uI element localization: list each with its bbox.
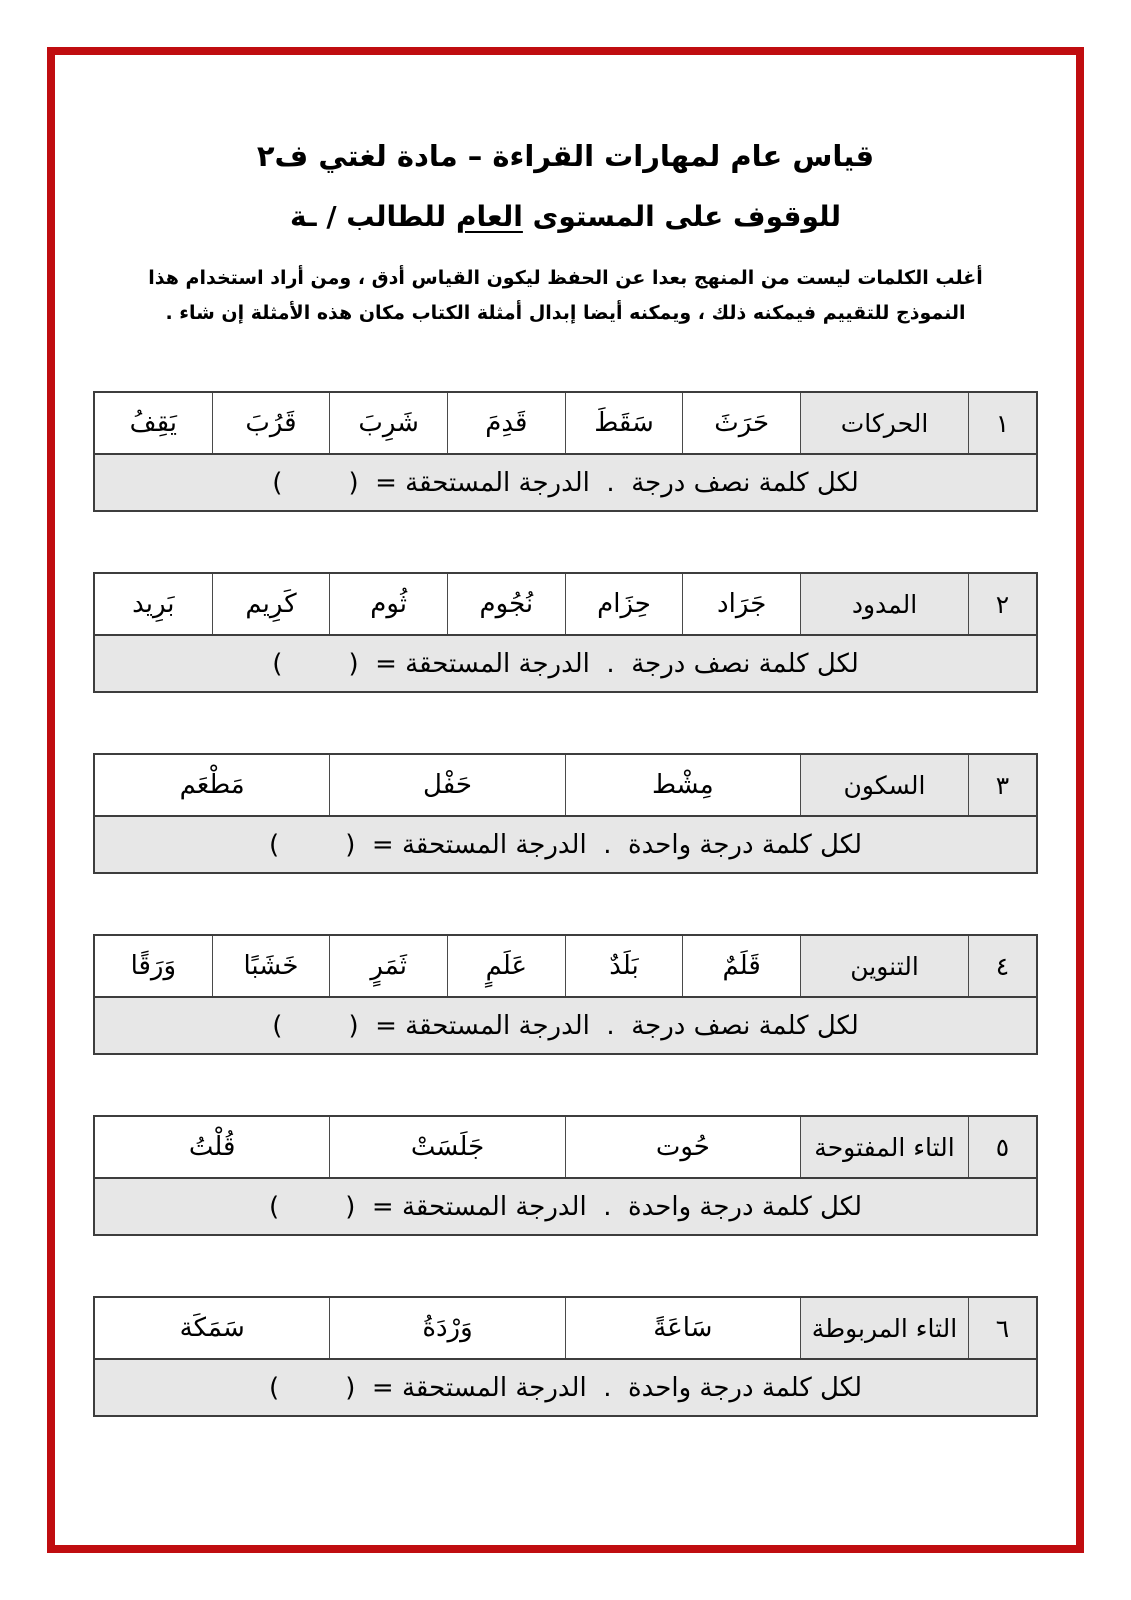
word-cell: وَرْدَةُ — [330, 1298, 565, 1358]
word-row — [93, 1296, 1038, 1360]
word-cell: قَلَمٌ — [683, 936, 801, 996]
section-number: ٤ — [969, 936, 1036, 996]
category-label: التنوين — [801, 936, 969, 996]
word-row — [93, 391, 1038, 455]
category-label: السكون — [801, 755, 969, 815]
word-cell: شَرِبَ — [330, 393, 448, 453]
section-number: ٢ — [969, 574, 1036, 634]
word-row — [93, 753, 1038, 817]
assessment-tables — [93, 391, 1038, 1417]
section-number: ٦ — [969, 1298, 1036, 1358]
word-cell: مَطْعَم — [95, 755, 330, 815]
word-cell: مِشْط — [566, 755, 801, 815]
word-cell: قَرُبَ — [213, 393, 331, 453]
section-number: ٥ — [969, 1117, 1036, 1177]
page-subtitle — [93, 199, 1038, 234]
word-cell: حِزَام — [566, 574, 684, 634]
page-content — [93, 0, 1038, 1477]
score-label: لكل كلمة درجة واحدة . الدرجة المستحقة = ( ) — [93, 817, 1038, 874]
word-cell: عَلَمٍ — [448, 936, 566, 996]
word-cell: بَلَدٌ — [566, 936, 684, 996]
score-label: لكل كلمة نصف درجة . الدرجة المستحقة = ( ) — [93, 455, 1038, 512]
word-cell: حَفْل — [330, 755, 565, 815]
word-row — [93, 572, 1038, 636]
word-cell: كَرِيم — [213, 574, 331, 634]
intro-line-2: النموذج للتقييم فيمكنه ذلك ، ويمكنه أيضا إبدال أمثلة الكتاب مكان هذه الأمثلة إن شاء . — [165, 302, 966, 324]
assessment-section — [93, 753, 1038, 874]
subtitle-underlined-word: العام — [455, 200, 523, 233]
category-label: المدود — [801, 574, 969, 634]
word-cell: خَشَبًا — [213, 936, 331, 996]
word-cell: قَدِمَ — [448, 393, 566, 453]
subtitle-text-after: للطالب / ـة — [290, 200, 456, 233]
intro-line-1: أغلب الكلمات ليست من المنهج بعدا عن الحفظ ليكون القياس أدق ، ومن أراد استخدام هذا — [148, 267, 983, 289]
word-row — [93, 1115, 1038, 1179]
category-label: التاء المربوطة — [801, 1298, 969, 1358]
word-cell: نُجُوم — [448, 574, 566, 634]
assessment-section — [93, 934, 1038, 1055]
word-cell: ثَمَرٍ — [330, 936, 448, 996]
word-cell: حُوت — [566, 1117, 801, 1177]
word-cell: ثُوم — [330, 574, 448, 634]
assessment-section — [93, 1296, 1038, 1417]
score-label: لكل كلمة نصف درجة . الدرجة المستحقة = ( ) — [93, 998, 1038, 1055]
word-cell: جَرَاد — [683, 574, 801, 634]
word-cell: سَمَكَة — [95, 1298, 330, 1358]
word-cell: سَقَطَ — [566, 393, 684, 453]
word-cell: حَرَثَ — [683, 393, 801, 453]
page-title: قياس عام لمهارات القراءة – مادة لغتي ف٢ — [256, 139, 875, 173]
section-number: ٣ — [969, 755, 1036, 815]
category-label: التاء المفتوحة — [801, 1117, 969, 1177]
subtitle-text-before: للوقوف على المستوى — [522, 200, 841, 233]
score-label: لكل كلمة درجة واحدة . الدرجة المستحقة = ( ) — [93, 1360, 1038, 1417]
word-cell: يَقِفُ — [95, 393, 213, 453]
score-label: لكل كلمة درجة واحدة . الدرجة المستحقة = ( ) — [93, 1179, 1038, 1236]
assessment-section — [93, 391, 1038, 512]
word-cell: جَلَسَتْ — [330, 1117, 565, 1177]
category-label: الحركات — [801, 393, 969, 453]
assessment-section — [93, 1115, 1038, 1236]
section-number: ١ — [969, 393, 1036, 453]
word-cell: سَاعَةً — [566, 1298, 801, 1358]
word-cell: قُلْتُ — [95, 1117, 330, 1177]
intro-paragraph — [93, 261, 1038, 331]
word-cell: بَرِيد — [95, 574, 213, 634]
assessment-section — [93, 572, 1038, 693]
word-cell: وَرَقًا — [95, 936, 213, 996]
score-label: لكل كلمة نصف درجة . الدرجة المستحقة = ( ) — [93, 636, 1038, 693]
word-row — [93, 934, 1038, 998]
